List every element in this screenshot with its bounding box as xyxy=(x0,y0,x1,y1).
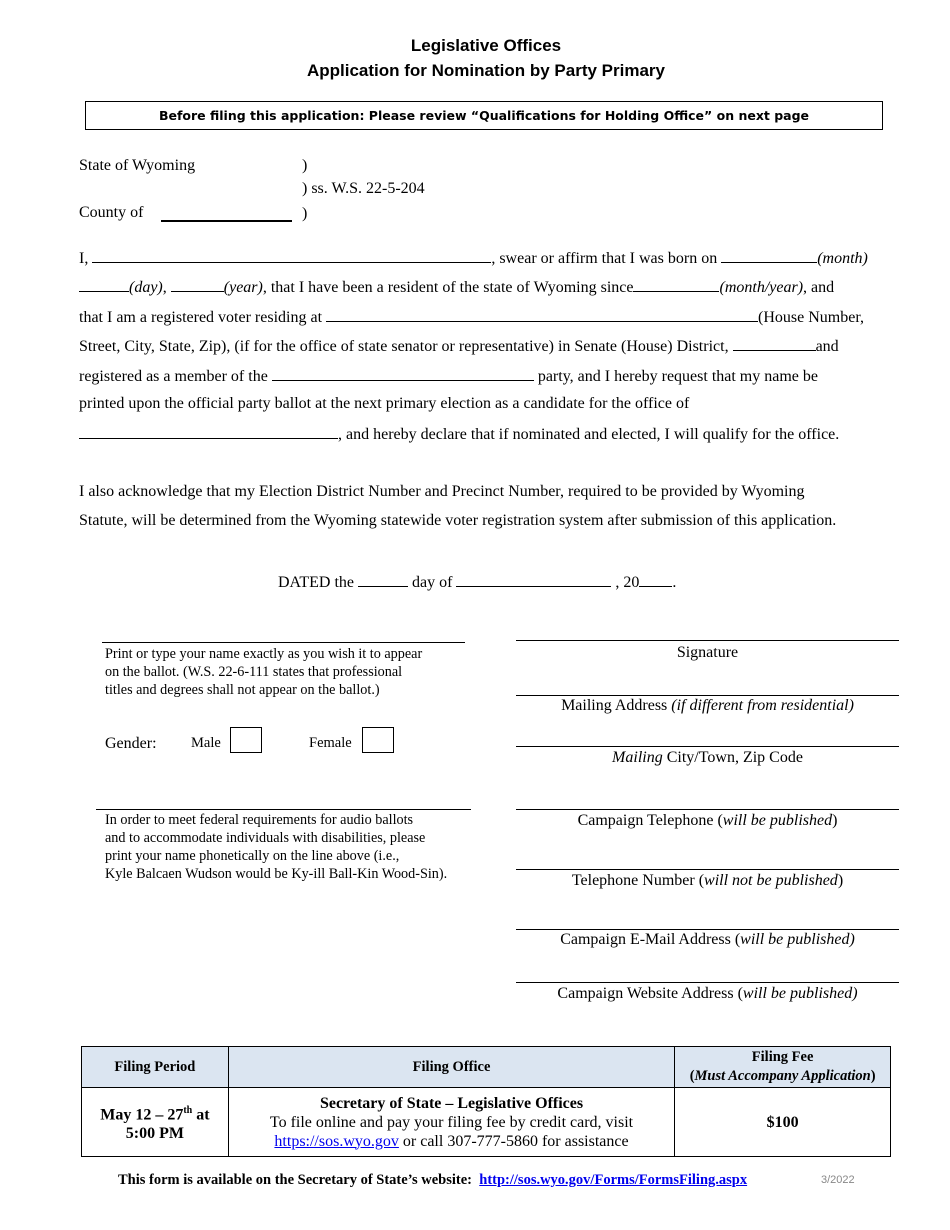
oath-line-4 xyxy=(79,336,839,356)
paren-1: ) xyxy=(302,157,308,174)
oath-resident: , that I have been a resident of the state of Wyoming since xyxy=(262,279,634,296)
oath-registered-voter: that I am a registered voter residing at xyxy=(79,309,323,326)
campaign-website-note: will be published) xyxy=(742,985,858,1002)
oath-and: , and xyxy=(803,279,835,296)
acknowledge-line-2: Statute, will be determined from the Wyoming statewide voter registration system after submission of this application. xyxy=(79,512,837,529)
filing-period-header: Filing Period xyxy=(82,1047,229,1088)
oath-line-6: printed upon the official party ballot at the next primary election as a candidate for the office of xyxy=(79,395,690,412)
dated-period: . xyxy=(672,574,677,591)
filing-fee-cell: $100 xyxy=(675,1088,891,1157)
phonetic-text-1: In order to meet federal requirements for audio ballots xyxy=(105,812,414,828)
oath-line-7 xyxy=(79,424,839,444)
filing-period-cell xyxy=(82,1088,229,1157)
campaign-email-line[interactable] xyxy=(516,929,899,930)
office-input-line[interactable] xyxy=(79,424,338,439)
sos-link[interactable]: https://sos.wyo.gov xyxy=(274,1132,399,1150)
campaign-email-label xyxy=(516,931,899,949)
telephone-close: ) xyxy=(837,872,844,889)
oath-line-3 xyxy=(79,307,864,327)
resident-since-input-line[interactable] xyxy=(633,277,719,292)
period-dates: May 12 – 27 xyxy=(100,1106,184,1124)
campaign-telephone-label xyxy=(516,812,899,830)
phonetic-name-line[interactable] xyxy=(96,809,471,810)
filing-fee-header-line1: Filing Fee xyxy=(751,1049,814,1065)
party-input-line[interactable] xyxy=(272,366,534,381)
phonetic-text-2: and to accommodate individuals with disabilities, please xyxy=(105,830,426,846)
mailing-address-text: Mailing Address xyxy=(561,697,672,714)
form-title-line1: Legislative Offices xyxy=(410,36,562,55)
oath-swear: , swear or affirm that I was born on xyxy=(491,250,718,267)
oath-party-text: party, and I hereby request that my name be xyxy=(537,368,818,385)
dated-line xyxy=(278,572,676,592)
phonetic-text-3: print your name phonetically on the line above (i.e., xyxy=(105,848,400,864)
female-checkbox[interactable] xyxy=(362,727,394,753)
day-label: (day) xyxy=(129,279,163,296)
oath-line-5 xyxy=(79,366,818,386)
mailing-address-label xyxy=(516,697,899,715)
dated-year-input-line[interactable] xyxy=(639,572,672,587)
male-checkbox[interactable] xyxy=(230,727,262,753)
female-label: Female xyxy=(309,735,352,751)
filing-office-header: Filing Office xyxy=(228,1047,674,1088)
birth-day-input-line[interactable] xyxy=(79,277,129,292)
telephone-text: Telephone Number ( xyxy=(571,872,705,889)
campaign-telephone-note: will be published xyxy=(722,812,833,829)
ballot-name-instructions xyxy=(105,645,422,699)
month-year-label: (month/year) xyxy=(719,279,804,296)
year-label: (year) xyxy=(223,279,263,296)
campaign-email-note: will be published) xyxy=(740,931,855,948)
month-label: (month) xyxy=(817,250,868,267)
footer xyxy=(118,1172,747,1189)
oath-line-2 xyxy=(79,277,834,297)
ballot-name-text-2: on the ballot. (W.S. 22-6-111 states that professional xyxy=(105,664,403,680)
mailing-address-line[interactable] xyxy=(516,695,899,696)
birth-month-input-line[interactable] xyxy=(721,248,817,263)
oath-comma: , xyxy=(162,279,167,296)
filing-period-line2: 5:00 PM xyxy=(125,1125,184,1143)
county-input-line[interactable] xyxy=(161,220,292,222)
campaign-telephone-text: Campaign Telephone ( xyxy=(577,812,723,829)
city-zip-text: City/Town, Zip Code xyxy=(662,749,803,766)
county-label: County of xyxy=(79,204,144,221)
telephone-note: will not be published xyxy=(704,872,838,889)
fee-paren-open: ( xyxy=(689,1068,695,1084)
phonetic-instructions xyxy=(105,811,447,883)
filing-period-line1 xyxy=(86,1101,224,1124)
office-title: Secretary of State – Legislative Offices xyxy=(319,1094,584,1112)
name-input-line[interactable] xyxy=(92,248,491,263)
campaign-website-line[interactable] xyxy=(516,982,899,983)
signature-line[interactable] xyxy=(516,640,899,641)
telephone-line[interactable] xyxy=(516,869,899,870)
male-label: Male xyxy=(191,735,221,751)
campaign-telephone-close: ) xyxy=(832,812,838,829)
oath-district-text: Street, City, State, Zip), (if for the office of state senator or representative) in Senate (House) District, xyxy=(79,338,729,355)
filing-office-cell xyxy=(228,1088,674,1157)
campaign-telephone-line[interactable] xyxy=(516,809,899,810)
mailing-word: Mailing xyxy=(612,749,663,766)
mailing-city-line[interactable] xyxy=(516,746,899,747)
oath-line-1 xyxy=(79,248,868,268)
oath-qualify: , and hereby declare that if nominated and elected, I will qualify for the office. xyxy=(338,426,840,443)
filing-fee-header-line2 xyxy=(679,1067,886,1086)
campaign-website-text: Campaign Website Address ( xyxy=(557,985,743,1002)
form-title-line2: Application for Nomination by Party Primary xyxy=(306,61,665,80)
forms-link[interactable]: http://sos.wyo.gov/Forms/FormsFiling.aspx xyxy=(479,1172,748,1188)
filing-fee-header xyxy=(675,1047,891,1088)
mailing-city-label xyxy=(516,749,899,767)
phonetic-text-4: Kyle Balcaen Wudson would be Ky-ill Ball-Kin Wood-Sin). xyxy=(105,866,448,882)
ballot-name-text-1: Print or type your name exactly as you wish it to appear xyxy=(105,646,423,662)
campaign-email-text: Campaign E-Mail Address ( xyxy=(560,931,741,948)
ballot-name-line[interactable] xyxy=(102,642,465,643)
gender-label: Gender: xyxy=(105,735,157,752)
form-date: 3/2022 xyxy=(821,1174,855,1186)
telephone-label xyxy=(516,872,899,890)
must-accompany-text: Must Accompany Application xyxy=(694,1068,871,1084)
notice-box xyxy=(85,101,883,130)
period-sup: th xyxy=(183,1104,193,1116)
ballot-name-text-3: titles and degrees shall not appear on the ballot.) xyxy=(105,682,380,698)
dated-the: DATED the xyxy=(278,574,354,591)
office-phone-text: or call 307-777-5860 for assistance xyxy=(398,1132,629,1150)
oath-and-2: and xyxy=(815,338,839,355)
notice-text: Before filing this application: Please review “Qualifications for Holding Office” on next page xyxy=(158,108,810,123)
paren-3: ) xyxy=(302,205,308,222)
address-input-line[interactable] xyxy=(326,307,758,322)
mailing-address-note: (if different from residential) xyxy=(671,697,854,714)
oath-i: I, xyxy=(79,250,89,267)
state-label: State of Wyoming xyxy=(79,157,196,174)
footer-text: This form is available on the Secretary of State’s website: xyxy=(118,1172,472,1188)
dated-twenty: , 20 xyxy=(615,574,640,591)
fee-paren-close: ) xyxy=(870,1068,876,1084)
acknowledge-line-1: I also acknowledge that my Election District Number and Precinct Number, required to be provided by Wyoming xyxy=(79,483,805,500)
house-number-label: (House Number, xyxy=(758,309,865,326)
filing-table xyxy=(81,1046,891,1157)
campaign-website-label xyxy=(516,985,899,1003)
office-line2: To file online and pay your filing fee by credit card, visit xyxy=(269,1113,634,1131)
birth-year-input-line[interactable] xyxy=(171,277,224,292)
oath-member-of: registered as a member of the xyxy=(79,368,268,385)
filing-table-header-row xyxy=(82,1047,891,1088)
district-input-line[interactable] xyxy=(733,336,816,351)
dated-month-input-line[interactable] xyxy=(456,572,611,587)
dated-day-of: day of xyxy=(411,574,453,591)
ss-statute: ) ss. W.S. 22-5-204 xyxy=(302,180,425,197)
dated-day-input-line[interactable] xyxy=(358,572,408,587)
office-line3 xyxy=(233,1132,670,1151)
period-at: at xyxy=(192,1106,210,1124)
filing-table-row xyxy=(82,1088,891,1157)
signature-label: Signature xyxy=(676,644,739,661)
